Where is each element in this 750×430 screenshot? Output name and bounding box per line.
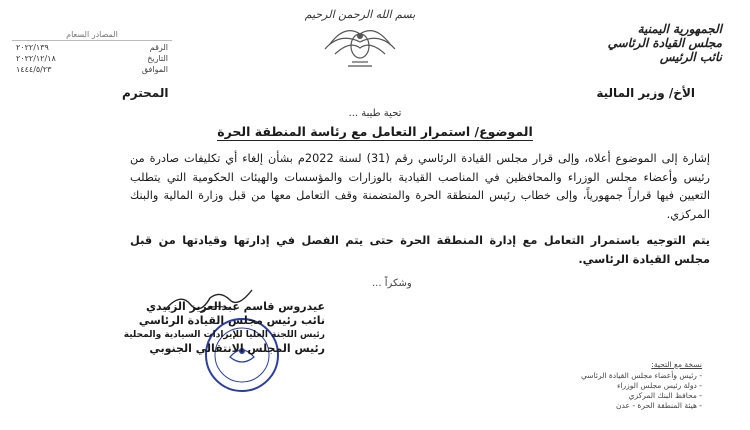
addressee: الأخ/ وزير المالية [596, 86, 695, 100]
letterhead-council: مجلس القيادة الرئاسي [607, 36, 722, 50]
reference-number-row [12, 41, 172, 52]
signatory-name: عيدروس قاسم عبدالعزيز الزبيدي [145, 300, 325, 313]
copy-recipient: - محافظ البنك المركزي [482, 391, 702, 401]
subject-text-wrap [217, 124, 532, 141]
reference-number-label: الرقم [149, 43, 168, 52]
subject-text: استمرار التعامل مع رئاسة المنطقة الحرة [217, 124, 471, 139]
reference-date-row [12, 52, 172, 63]
letterhead-office: نائب الرئيس [659, 50, 722, 64]
signatory-title-3: رئيس المجلس الانتقالي الجنوبي [149, 342, 325, 355]
reference-hijri-date: ١٤٤٤/٥/٢٣ [16, 65, 52, 74]
subject-line [0, 124, 750, 139]
copies-items [482, 371, 702, 411]
signatory-title-2: رئيس اللجنة العليا للإيرادات السيادية والمحلية [123, 330, 325, 340]
copy-recipient: - دولة رئيس مجلس الوزراء [482, 381, 702, 391]
reference-date-label: التاريخ [147, 54, 168, 63]
closing: وشكراً ... [372, 278, 412, 289]
copy-recipient: - رئيس وأعضاء مجلس القيادة الرئاسي [482, 371, 702, 381]
body-paragraph-2: يتم التوجيه باستمرار التعامل مع إدارة المنطقة الحرة حتى يتم الفصل في إدارتها وقيادتها من قبل مجلس القيادة الرئاسي. [130, 234, 710, 266]
basmala: بسم الله الرحمن الرحيم [304, 8, 416, 21]
signatory-block [123, 300, 325, 356]
reference-box [12, 30, 172, 74]
signatory-title-1: نائب رئيس مجلس القيادة الرئاسي [138, 314, 325, 327]
reference-hijri-label: الموافق [141, 65, 168, 74]
letterhead [552, 22, 722, 64]
honorific: المحترم [122, 86, 169, 100]
copies-heading: نسخة مع التحية: [651, 360, 702, 369]
body-paragraph-1: إشارة إلى الموضوع أعلاه، وإلى قرار مجلس القيادة الرئاسي رقم (31) لسنة 2022م بشأن إلغاء أي تكليفات صادرة من رئيس وأعضاء مجلس الوزراء والمحافظين في المناصب القيادية بالوزارات والمؤسسات والهيئات الحكومية التي يتطلب التعيين فيها قراراً جمهورياً، وإلى خطاب رئيس المنطقة الحرة والمتضمنة وقف التعامل معها من قبل وزارة المالية والبنك المركزي. [130, 152, 711, 221]
copy-recipient: - هيئة المنطقة الحرة - عدن [482, 401, 702, 411]
reference-number: ٢٠٢٢/١٣٩ [16, 43, 49, 52]
reference-title: المصادر السعام [12, 30, 172, 41]
reference-hijri-row [12, 63, 172, 74]
reference-date: ٢٠٢٢/١٢/١٨ [16, 54, 56, 63]
subject-label: الموضوع/ [474, 124, 533, 139]
greeting: تحية طيبة ... [348, 108, 402, 119]
copies-list [482, 360, 702, 411]
letterhead-country: الجمهورية اليمنية [637, 22, 722, 36]
eagle-emblem-icon [300, 4, 420, 72]
